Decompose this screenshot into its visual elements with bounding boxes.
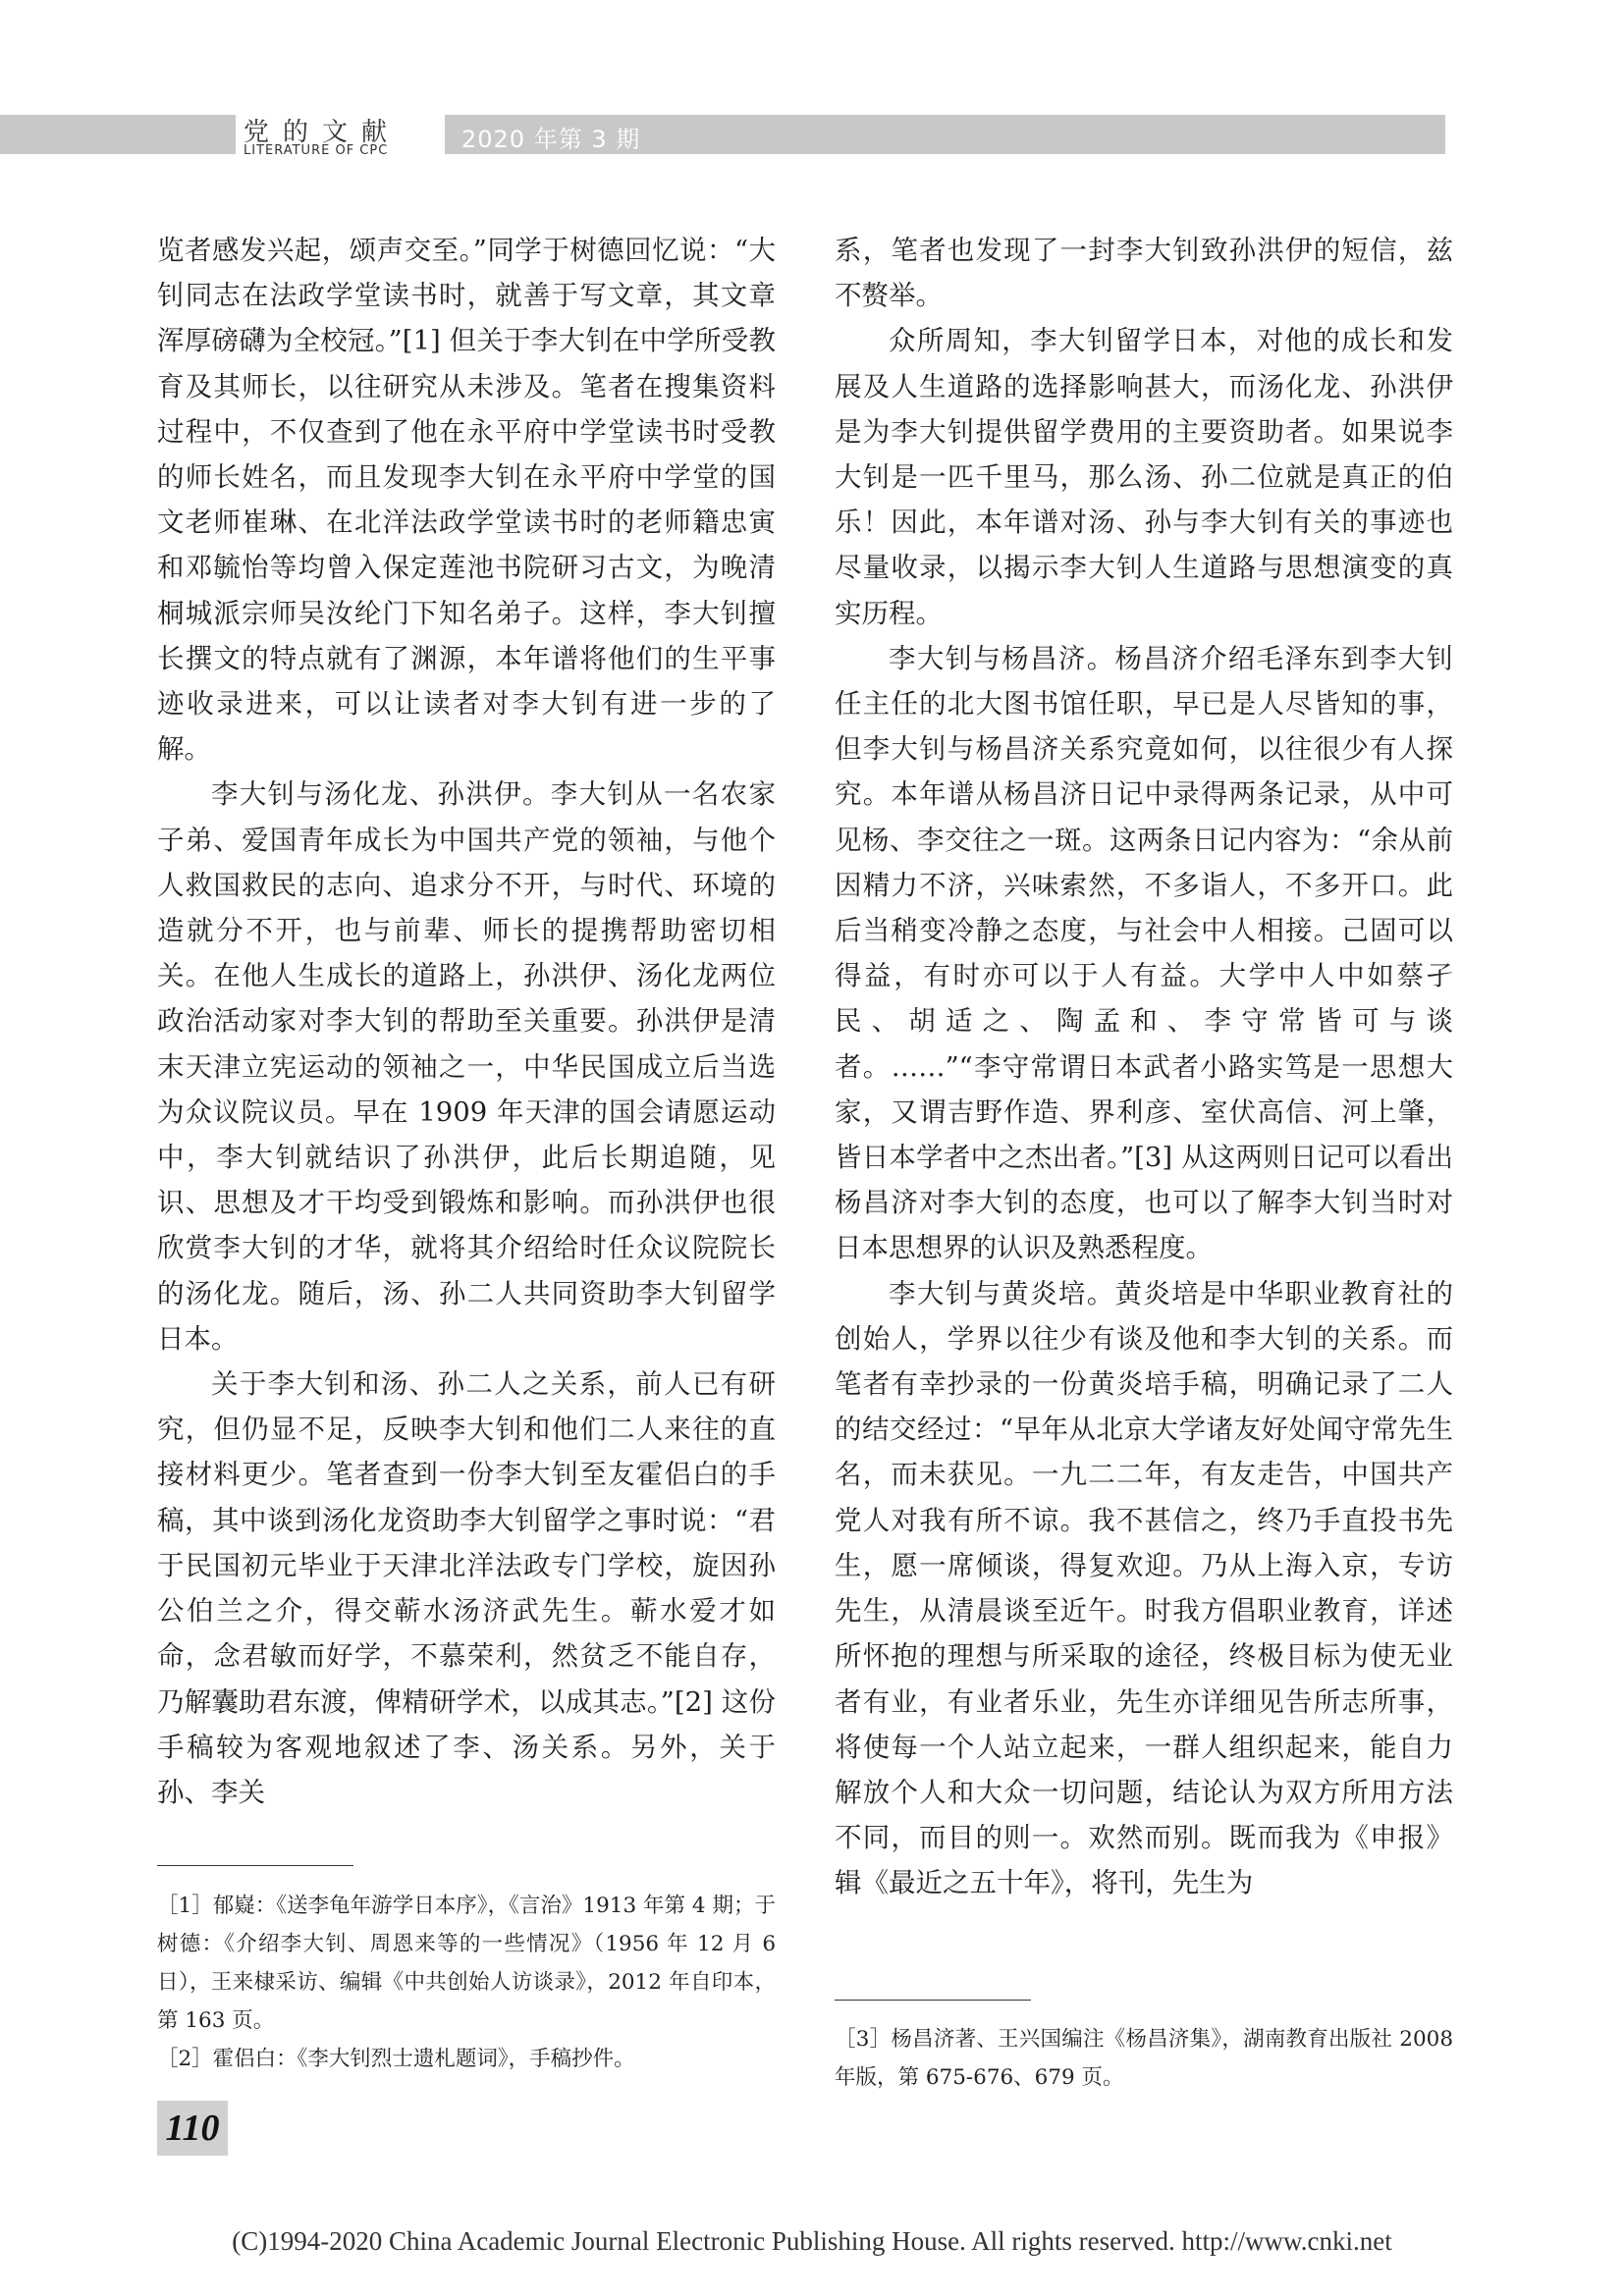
right-column [835,228,1453,1906]
footnote-divider [835,2000,1031,2001]
paragraph: 众所周知，李大钊留学日本，对他的成长和发展及人生道路的选择影响甚大，而汤化龙、孙洪伊是为李大钊提供留学费用的主要资助者。如果说李大钊是一匹千里马，那么汤、孙二位就是真正的伯乐！因此，本年谱对汤、孙与李大钊有关的事迹也尽量收录，以揭示李大钊人生道路与思想演变的真实历程。 [835,325,1453,629]
paragraph: 李大钊与杨昌济。杨昌济介绍毛泽东到李大钊任主任的北大图书馆任职，早已是人尽皆知的事，但李大钊与杨昌济关系究竟如何，以往很少有人探究。本年谱从杨昌济日记中录得两条记录，从中可见杨、李交往之一斑。这两条日记内容为：“余从前因精力不济，兴味索然，不多诣人，不多开口。此后当稍变冷静之态度，与社会中人相接。己固可以得益，有时亦可以于人有益。大学中人中如蔡孑民、胡适之、陶孟和、李守常皆可与谈者。……”“李守常谓日本武者小路实笃是一思想大家，又谓吉野作造、界利彦、室伏高信、河上肇，皆日本学者中之杰出者。”[3] 从这两则日记可以看出杨昌济对李大钊的态度，也可以了解李大钊当时对日本思想界的认识及熟悉程度。 [835,642,1453,1264]
copyright-notice: (C)1994-2020 China Academic Journal Electronic Publishing House. All rights reserved. http://www.cnki.net [232,2226,1392,2256]
paragraph: 李大钊与黄炎培。黄炎培是中华职业教育社的创始人，学界以往少有谈及他和李大钊的关系。而笔者有幸抄录的一份黄炎培手稿，明确记录了二人的结交经过：“早年从北京大学诸友好处闻守常先生名，而未获见。一九二二年，有友走告，中国共产党人对我有所不谅。我不甚信之，终乃手直投书先生，愿一席倾谈，得复欢迎。乃从上海入京，专访先生，从清晨谈至近午。时我方倡职业教育，详述所怀抱的理想与所采取的途径，终极目标为使无业者有业，有业者乐业，先生亦详细见告所志所事，将使每一个人站立起来，一群人组织起来，能自力解放个人和大众一切问题，结论认为双方所用方法不同，而目的则一。欢然而别。既而我为《申报》辑《最近之五十年》，将刊，先生为 [835,1277,1453,1899]
footnote-divider [157,1865,353,1866]
right-footnotes [835,2020,1453,2097]
footnote: ［1］郁嶷：《送李龟年游学日本序》，《言治》1913 年第 4 期；于树德：《介绍李大钊、周恩来等的一些情况》（1956 年 12 月 6 日），王来棣采访、编辑《中共创始人访谈录》，2012 年自印本，第 163 页。 [157,1894,776,2033]
paragraph: 系，笔者也发现了一封李大钊致孙洪伊的短信，兹不赘举。 [835,235,1453,312]
footnote: ［3］杨昌济著、王兴国编注《杨昌济集》，湖南教育出版社 2008 年版，第 675-676、679 页。 [835,2027,1453,2090]
footnote: ［2］霍侣白：《李大钊烈士遗札题词》，手稿抄件。 [157,2047,635,2071]
issue-label: 2020 年第 3 期 [461,126,641,153]
paragraph: 览者感发兴起，颂声交至。”同学于树德回忆说：“大钊同志在法政学堂读书时，就善于写文章，其文章浑厚磅礴为全校冠。”[1] 但关于李大钊在中学所受教育及其师长，以往研究从未涉及。笔者在搜集资料过程中，不仅查到了他在永平府中学堂读书时受教的师长姓名，而且发现李大钊在永平府中学堂的国文老师崔琳、在北洋法政学堂读书时的老师籍忠寅和邓毓怡等均曾入保定莲池书院研习古文，为晚清桐城派宗师吴汝纶门下知名弟子。这样，李大钊擅长撰文的特点就有了渊源，本年谱将他们的生平事迹收录进来，可以让读者对李大钊有进一步的了解。 [157,235,776,766]
journal-masthead [236,111,445,160]
journal-name: 党的文献 [244,118,402,147]
paragraph: 李大钊与汤化龙、孙洪伊。李大钊从一名农家子弟、爱国青年成长为中国共产党的领袖，与他个人救国救民的志向、追求分不开，与时代、环境的造就分不开，也与前辈、师长的提携帮助密切相关。在他人生成长的道路上，孙洪伊、汤化龙两位政治活动家对李大钊的帮助至关重要。孙洪伊是清末天津立宪运动的领袖之一，中华民国成立后当选为众议院议员。早在 1909 年天津的国会请愿运动中，李大钊就结识了孙洪伊，此后长期追随，见识、思想及才干均受到锻炼和影响。而孙洪伊也很欣赏李大钊的才华，就将其介绍给时任众议院院长的汤化龙。随后，汤、孙二人共同资助李大钊留学日本。 [157,778,776,1355]
page-number: 110 [157,2101,228,2156]
header-bar [0,115,1445,154]
left-column [157,228,776,1815]
journal-english-name: LITERATURE OF CPC [244,143,389,158]
paragraph: 关于李大钊和汤、孙二人之关系，前人已有研究，但仍显不足，反映李大钊和他们二人来往的直接材料更少。笔者查到一份李大钊至友霍侣白的手稿，其中谈到汤化龙资助李大钊留学之事时说：“君于民国初元毕业于天津北洋法政专门学校，旋因孙公伯兰之介，得交蕲水汤济武先生。蕲水爱才如命，念君敏而好学，不慕荣利，然贫乏不能自存，乃解囊助君东渡，俾精研学术，以成其志。”[2] 这份手稿较为客观地叙述了李、汤关系。另外，关于孙、李关 [157,1368,776,1808]
left-footnotes [157,1887,776,2078]
